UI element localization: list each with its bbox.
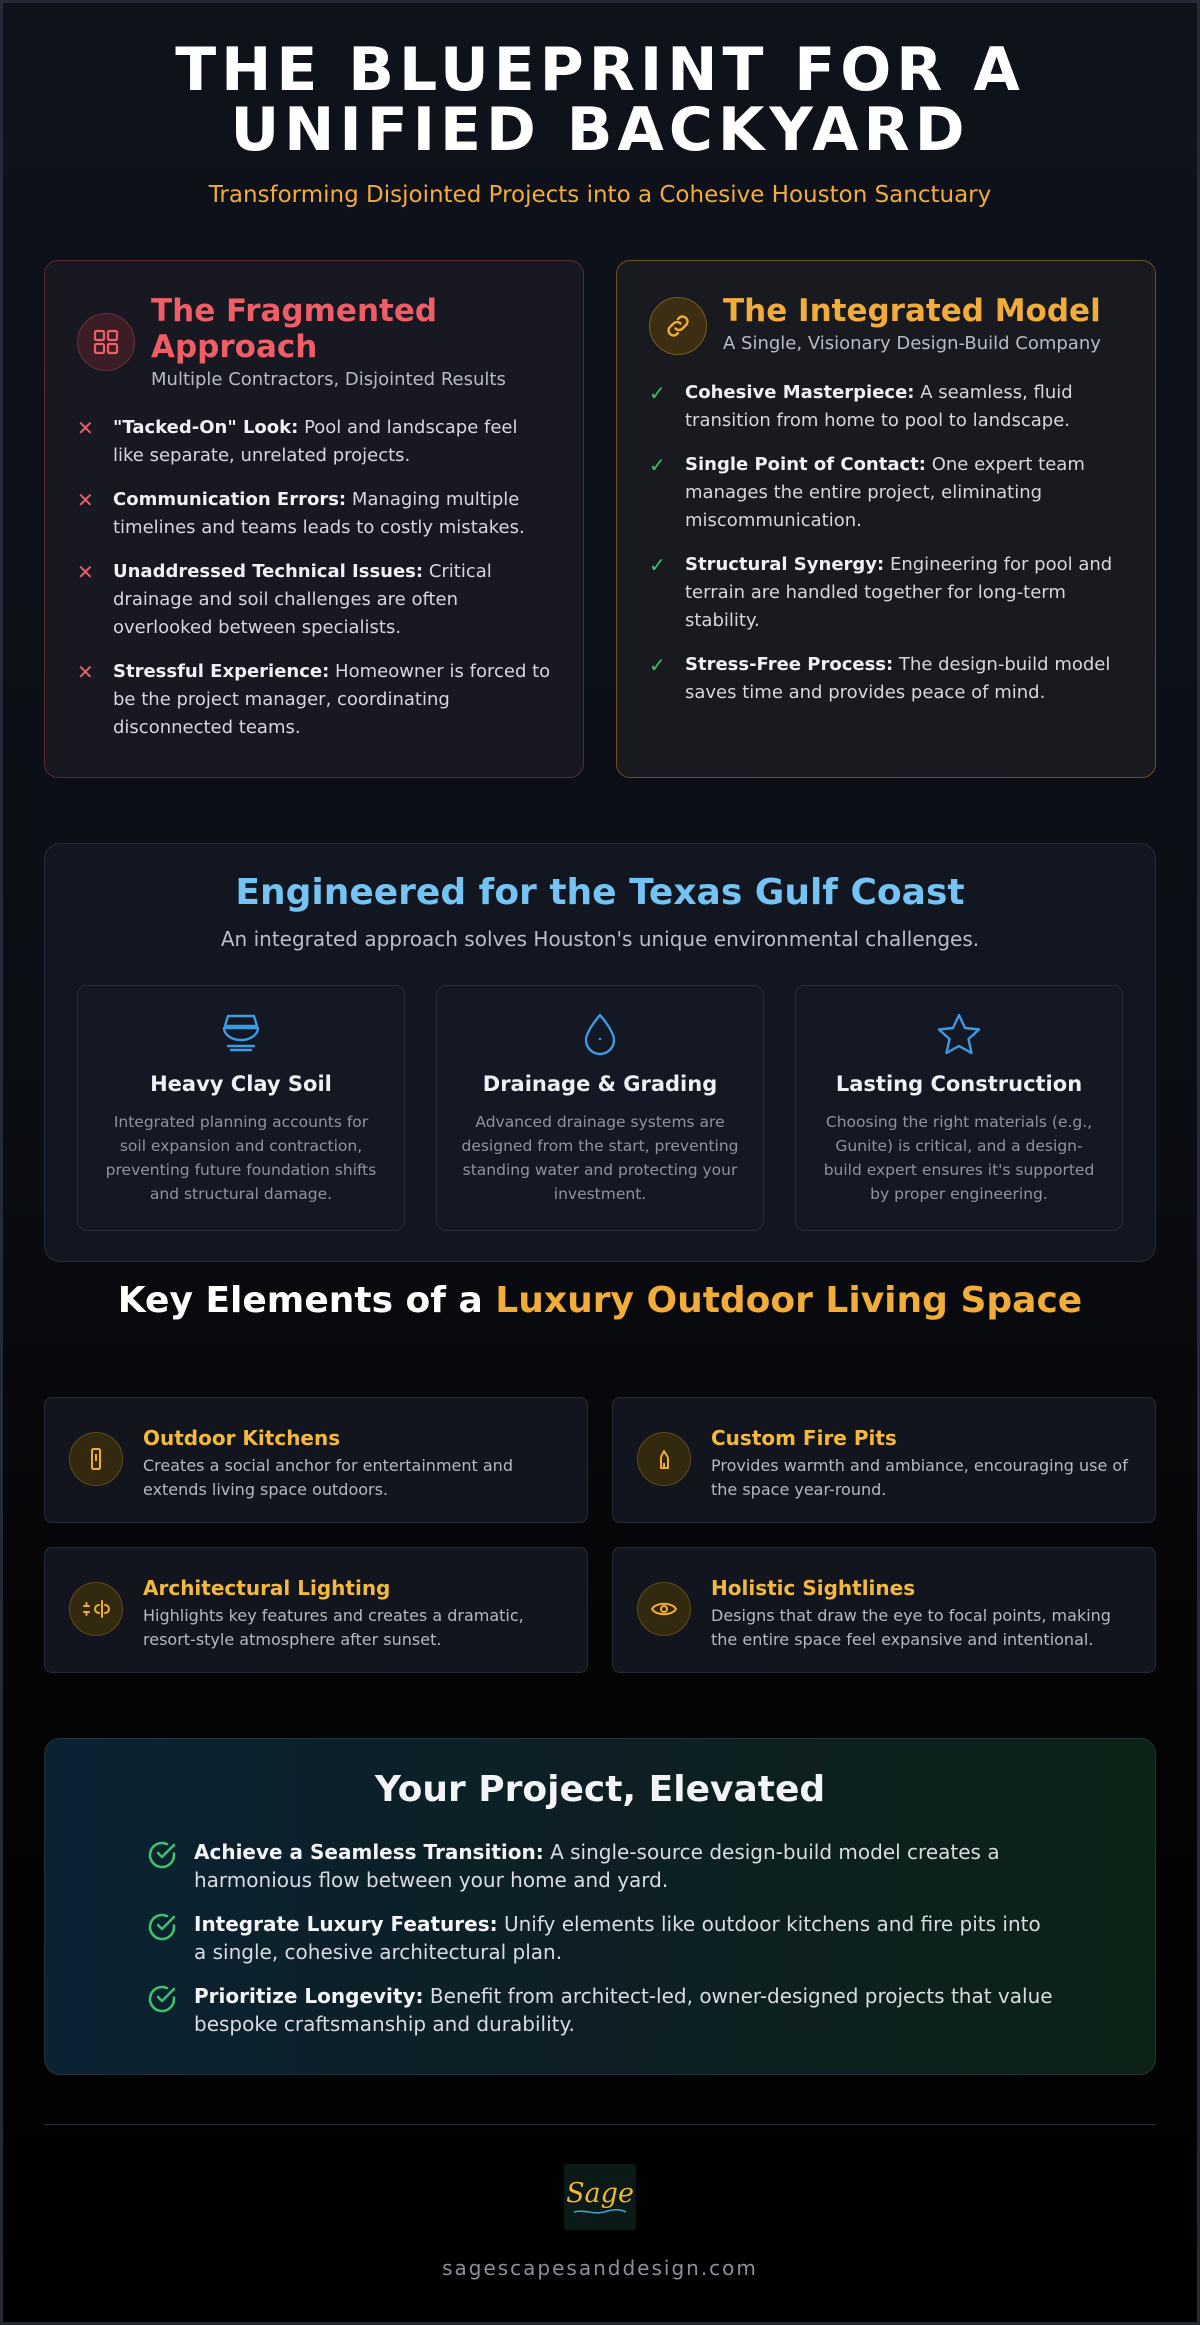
list-item: ✓ Structural Synergy: Engineering for pool and terrain are handled together for long-term stability. — [649, 553, 1113, 631]
list-item: ✓ Stress-Free Process: The design-build model saves time and provides peace of mind. — [649, 653, 1111, 703]
list-item: Achieve a Seamless Transition: A single-source design-build model creates a harmonious flow between your home and yard. — [146, 1838, 1054, 1894]
elevated-list — [146, 1838, 1054, 2038]
fragmented-title: The Fragmented Approach — [151, 293, 438, 365]
key-card-lighting: Architectural Lighting Highlights key features and creates a dramatic, resort-style atmosphere after sunset. — [44, 1547, 588, 1673]
droplet-icon — [437, 1012, 763, 1056]
list-item: Integrate Luxury Features: Unify elements like outdoor kitchens and fire pits into a single, cohesive architectural plan. — [146, 1910, 1054, 1966]
elevated-title: Your Project, Elevated — [374, 1769, 826, 1810]
check-icon: ✓ — [649, 553, 666, 577]
page-header — [44, 35, 1156, 208]
list-item: ✕ "Tacked-On" Look: Pool and landscape feel like separate, unrelated projects. — [77, 416, 518, 466]
list-item: Prioritize Longevity: Benefit from architect-led, owner-designed projects that value bespoke craftsmanship and durability. — [146, 1982, 1054, 2038]
x-icon: ✕ — [77, 416, 94, 440]
check-icon: ✓ — [649, 381, 666, 405]
x-icon: ✕ — [77, 560, 94, 584]
list-item: ✕ Unaddressed Technical Issues: Critical drainage and soil challenges are often overlooked between specialists. — [77, 560, 492, 638]
gulf-card-drainage: Drainage & Grading Advanced drainage systems are designed from the start, preventing standing water and protecting your investment. — [436, 985, 764, 1231]
fragmented-list — [77, 414, 551, 742]
integrated-card — [616, 260, 1156, 778]
x-icon: ✕ — [77, 660, 94, 684]
company-logo: Sage — [564, 2164, 636, 2230]
grill-icon — [69, 1432, 123, 1486]
fire-icon — [637, 1432, 691, 1486]
bowl-icon — [78, 1012, 404, 1056]
key-elements-grid — [44, 1397, 1156, 1673]
gulf-card-construction: Lasting Construction Choosing the right materials (e.g., Gunite) is critical, and a design-build expert ensures it's supported by proper engineering. — [795, 985, 1123, 1231]
list-item: ✓ Single Point of Contact: One expert team manages the entire project, eliminating miscommunication. — [649, 453, 1085, 531]
page-subtitle: Transforming Disjointed Projects into a Cohesive Houston Sanctuary — [208, 182, 992, 208]
eye-icon — [637, 1582, 691, 1636]
integrated-subtitle: A Single, Visionary Design-Build Company — [723, 333, 1101, 354]
logo-wave-icon — [572, 2209, 628, 2215]
fragmented-card — [44, 260, 584, 778]
gulf-title: Engineered for the Texas Gulf Coast — [235, 872, 965, 913]
footer-divider — [44, 2124, 1156, 2125]
check-circle-icon — [146, 1983, 194, 2022]
check-circle-icon — [146, 1911, 194, 1950]
elevated-section — [44, 1738, 1156, 2075]
website-link[interactable]: sagescapesanddesign.com — [442, 2256, 758, 2280]
star-icon — [796, 1012, 1122, 1056]
lighting-icon — [69, 1582, 123, 1636]
page-title: THE BLUEPRINT FOR A UNIFIED BACKYARD — [175, 35, 1025, 165]
link-icon — [649, 297, 707, 355]
fragmented-subtitle: Multiple Contractors, Disjointed Results — [151, 369, 506, 390]
key-card-sightlines: Holistic Sightlines Designs that draw the eye to focal points, making the entire space feel expansive and intentional. — [612, 1547, 1156, 1673]
integrated-list — [649, 379, 1123, 707]
gulf-subtitle: An integrated approach solves Houston's unique environmental challenges. — [220, 927, 980, 951]
comparison-section — [44, 260, 1156, 778]
integrated-title: The Integrated Model — [723, 293, 1101, 329]
check-circle-icon — [146, 1839, 194, 1878]
gulf-coast-section — [44, 843, 1156, 1262]
list-item: ✕ Communication Errors: Managing multiple timelines and teams leads to costly mistakes. — [77, 488, 525, 538]
key-card-fire-pits: Custom Fire Pits Provides warmth and ambiance, encouraging use of the space year-round. — [612, 1397, 1156, 1523]
grid-icon — [77, 313, 135, 371]
check-icon: ✓ — [649, 453, 666, 477]
key-card-outdoor-kitchens: Outdoor Kitchens Creates a social anchor for entertainment and extends living space outdoors. — [44, 1397, 588, 1523]
key-elements-title: Key Elements of a Luxury Outdoor Living Space — [117, 1280, 1083, 1321]
list-item: ✕ Stressful Experience: Homeowner is forced to be the project manager, coordinating disconnected teams. — [77, 660, 551, 738]
check-icon: ✓ — [649, 653, 666, 677]
x-icon: ✕ — [77, 488, 94, 512]
gulf-card-clay-soil: Heavy Clay Soil Integrated planning accounts for soil expansion and contraction, preventing future foundation shifts and structural damage. — [77, 985, 405, 1231]
list-item: ✓ Cohesive Masterpiece: A seamless, fluid transition from home to pool to landscape. — [649, 381, 1073, 431]
